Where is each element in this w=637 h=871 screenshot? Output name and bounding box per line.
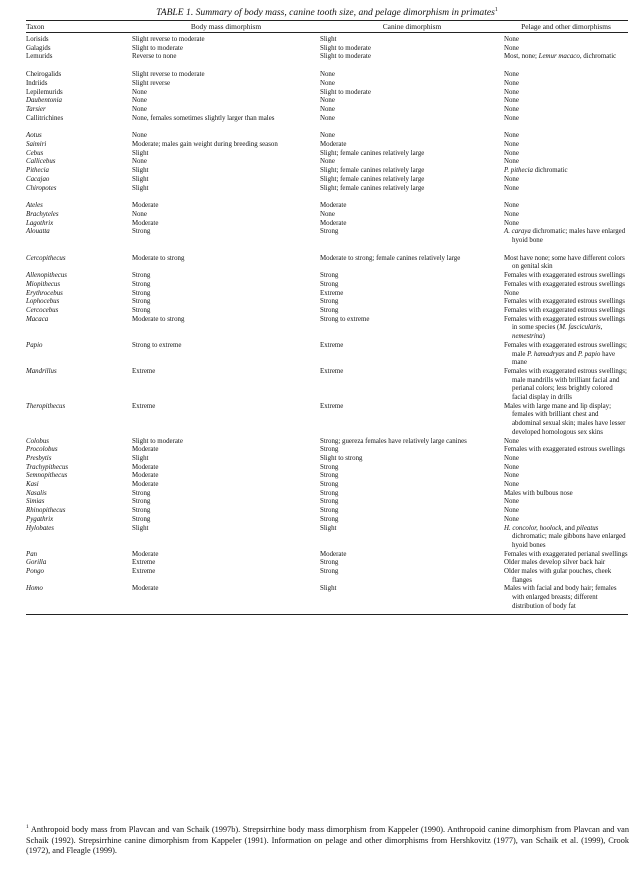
cell-canine: Slight; female canines relatively large [320,149,425,157]
cell-body-mass: Extreme [132,402,156,410]
cell-taxon: Papio [26,341,43,349]
cell-canine: Slight to moderate [320,88,371,96]
cell-canine: Strong [320,472,339,480]
table-row [26,167,628,176]
cell-taxon: Miopithecus [26,280,61,288]
cell-canine: Slight [320,36,337,43]
cell-pelage: None [504,481,519,489]
cell-taxon: Colobus [26,437,49,445]
cell-taxon: Cebus [26,149,44,157]
cell-canine: Extreme [320,341,344,349]
cell-body-mass: Slight [132,454,149,462]
cell-pelage: Females with exaggerated estrous swellings [504,306,625,314]
cell-pelage: None [504,437,519,445]
cell-body-mass: None [132,97,147,105]
cell-body-mass: None [132,158,147,166]
cell-pelage: None [504,97,519,105]
table-page [26,6,628,615]
table-row [26,123,628,141]
table-row [26,446,628,455]
cell-taxon: Lorisids [26,36,49,43]
table-row [26,516,628,525]
cell-body-mass: Strong [132,489,151,497]
table-row [26,551,628,560]
cell-body-mass: Moderate [132,585,320,614]
cell-canine: Strong [320,446,339,454]
table-body [26,33,628,615]
caption-title: TABLE 1. Summary of body mass, canine tooth size, and pelage dimorphism in primates [156,7,495,18]
cell-body-mass: Extreme [132,568,156,576]
cell-canine: Slight to moderate [320,53,371,61]
table-row [26,481,628,490]
cell-pelage: Most, none; Lemur macaco, dichromatic [504,53,617,61]
cell-canine: Moderate [320,219,347,227]
cell-body-mass: Strong [132,507,151,515]
cell-pelage: Older males with gular pouches, cheek flanges [504,568,612,584]
cell-taxon: Lagothrix [26,219,54,227]
header-pelage: Pelage and other dimorphisms [504,21,628,33]
cell-body-mass: Strong [132,272,151,280]
cell-taxon: Ateles [26,202,43,210]
cell-taxon: Lemurids [26,53,53,61]
cell-body-mass: Slight [132,167,149,175]
cell-pelage: Males with large mane and lip display; females with brilliant chest and abdominal sexual skin; males have lesser developed homologous sex skins [504,402,626,436]
cell-pelage: None [504,132,519,140]
table-row [26,498,628,507]
cell-body-mass: Strong [132,228,151,236]
cell-pelage: None [504,210,519,218]
cell-pelage: Females with exaggerated estrous swellings; male P. hamadryas and P. papio have mane [504,341,627,367]
cell-body-mass: Moderate [132,481,159,489]
cell-canine: None [320,97,335,105]
cell-pelage: None [504,79,519,87]
cell-pelage: None [504,44,519,52]
cell-taxon: Cercocebus [26,306,59,314]
cell-canine: Extreme [320,289,344,297]
cell-body-mass: Slight [132,524,149,532]
table-row [26,150,628,159]
cell-pelage: Females with exaggerated estrous swellings [504,446,625,454]
cell-pelage: None [504,175,519,183]
cell-taxon: Homo [26,585,132,614]
cell-body-mass: None [132,210,147,218]
cell-taxon: Pongo [26,568,44,576]
cell-pelage: None [504,105,519,113]
header-canine: Canine dimorphism [320,21,504,33]
cell-pelage: Females with exaggerated estrous swellings [504,298,625,306]
cell-pelage: Males with facial and body hair; females with enlarged breasts; different distribution of body fat [504,585,628,614]
cell-canine: Strong [320,298,339,306]
cell-canine: Strong [320,489,339,497]
cell-canine: Strong [320,481,339,489]
cell-taxon: Theropithecus [26,402,66,410]
cell-pelage: None [504,219,519,227]
cell-taxon: Erythrocebus [26,289,63,297]
cell-pelage: None [504,184,519,192]
cell-taxon: Allenopithecus [26,272,67,280]
table-row [26,246,628,272]
table-row [26,53,628,62]
cell-body-mass: Strong to extreme [132,341,182,349]
header-taxon: Taxon [26,21,132,33]
cell-taxon: Chiropotes [26,184,57,192]
table-row [26,228,628,245]
cell-taxon: Pan [26,550,38,558]
cell-canine: Slight to strong [320,454,363,462]
cell-canine: Strong [320,515,339,523]
cell-body-mass: Strong [132,306,151,314]
cell-canine: Extreme [320,367,344,375]
cell-body-mass: Moderate [132,202,159,210]
table-row [26,307,628,316]
table-row [26,141,628,150]
cell-taxon: Cercopithecus [26,254,66,262]
cell-taxon: Semnopithecus [26,472,68,480]
cell-pelage: Females with exaggerated perianal swellings [504,550,628,558]
table-row [26,464,628,473]
cell-taxon: Lophocebus [26,298,60,306]
cell-canine: Strong [320,228,339,236]
table-row [26,490,628,499]
cell-taxon: Brachyteles [26,210,59,218]
cell-body-mass: Slight [132,149,149,157]
cell-taxon: Indriids [26,79,48,87]
cell-taxon: Tarsier [26,105,46,113]
cell-taxon: Procolobus [26,446,58,454]
cell-canine: Strong [320,568,339,576]
cell-body-mass: Moderate [132,219,159,227]
table-row [26,106,628,115]
table-row [26,342,628,368]
table-row [26,80,628,89]
cell-canine: Strong [320,306,339,314]
cell-pelage: None [504,289,519,297]
table-row [26,568,628,585]
cell-body-mass: Moderate to strong [132,254,185,262]
cell-pelage: None [504,507,519,515]
cell-taxon: Hylobates [26,524,54,532]
cell-pelage: None [504,141,519,149]
cell-body-mass: Reverse to none [132,53,177,61]
cell-canine: Slight [320,585,504,614]
cell-body-mass: Strong [132,289,151,297]
cell-taxon: Mandrillus [26,367,57,375]
footnote-text: Anthropoid body mass from Plavcan and van Schaik (1997b). Strepsirrhine body mass dimorphism from Kappeler (1990). Anthropoid canine dimorphism from Plavcan and van Schaik (1992). Strepsirrhine canine dimorphism from Kappeler (1991). Information on pelage and other dimorphisms from Hershkovitz (1977), van Schaik et al. (1999), Crook (1972), and Fleagle (1999). [26,825,629,856]
cell-body-mass: Strong [132,298,151,306]
cell-body-mass: Slight [132,184,149,192]
cell-pelage: Females with exaggerated estrous swellings; male mandrills with brilliant facial and perianal colors; less brightly colored facial display in drills [504,367,627,402]
cell-taxon: Callicebus [26,158,56,166]
cell-taxon: Cheirogalids [26,71,62,79]
cell-canine: Slight; female canines relatively large [320,184,425,192]
cell-pelage: None [504,36,519,43]
cell-taxon: Gorilla [26,559,47,567]
cell-pelage: None [504,88,519,96]
footnote [26,825,629,857]
cell-canine: None [320,158,335,166]
header-body-mass: Body mass dimorphism [132,21,320,33]
cell-pelage: P. pithecia dichromatic [504,167,568,175]
table-row [26,193,628,211]
table-row [26,220,628,229]
cell-pelage: None [504,114,519,122]
cell-canine: Slight [320,524,337,532]
cell-canine: Moderate [320,202,347,210]
table-row [26,176,628,185]
cell-canine: Extreme [320,402,344,410]
cell-canine: Moderate [320,141,347,149]
table-row [26,62,628,80]
cell-pelage: H. concolor, hoolock, and pileatus dichromatic; male gibbons have enlarged hyoid bones [504,524,626,549]
cell-canine: Strong [320,463,339,471]
table-row [26,455,628,464]
cell-body-mass: Moderate to strong [132,315,185,323]
cell-pelage: None [504,158,519,166]
cell-canine: Slight to moderate [320,44,371,52]
table-header [26,21,628,33]
cell-pelage: Females with exaggerated estrous swellings [504,280,625,288]
cell-taxon: Pithecia [26,167,49,175]
cell-canine: Slight; female canines relatively large [320,175,425,183]
footnote-marker: 1 [26,824,29,831]
cell-body-mass: Slight reverse [132,79,171,87]
cell-pelage: Most have none; some have different colors on genital skin [504,254,625,271]
cell-canine: None [320,132,335,140]
cell-pelage: Males with bulbous nose [504,489,573,497]
table-row [26,368,628,403]
cell-taxon: Galagids [26,44,51,52]
cell-taxon: Trachypithecus [26,463,69,471]
cell-pelage: None [504,498,519,506]
cell-body-mass: Strong [132,515,151,523]
cell-taxon: Kasi [26,481,39,489]
cell-canine: Strong [320,498,339,506]
table-row [26,298,628,307]
cell-pelage: None [504,71,519,79]
table-row [26,585,628,614]
cell-taxon: Macaca [26,315,49,323]
cell-taxon: Nasalis [26,489,47,497]
cell-taxon: Saimiri [26,141,47,149]
cell-pelage: None [504,463,519,471]
cell-taxon: Pygathrix [26,515,54,523]
cell-taxon: Aotus [26,132,42,140]
caption-footnote-marker: 1 [494,6,498,13]
cell-body-mass: None [132,105,147,113]
cell-body-mass: Moderate [132,463,159,471]
cell-body-mass: Moderate [132,472,159,480]
table-row [26,472,628,481]
cell-taxon: Callitrichines [26,114,64,122]
cell-taxon: Rhinopithecus [26,507,66,515]
cell-pelage: Females with exaggerated estrous swellings [504,272,625,280]
cell-body-mass: Strong [132,498,151,506]
cell-pelage: Older males develop silver back hair [504,559,606,567]
cell-body-mass: Slight to moderate [132,44,183,52]
cell-canine: Strong [320,507,339,515]
table-caption [26,6,628,20]
cell-taxon: Presbytis [26,454,52,462]
cell-taxon: Alouatta [26,228,50,236]
cell-body-mass: Moderate [132,550,159,558]
cell-body-mass: Slight to moderate [132,437,183,445]
cell-body-mass: Extreme [132,367,156,375]
cell-canine: Slight; female canines relatively large [320,167,425,175]
cell-body-mass: Slight reverse to moderate [132,36,205,43]
cell-pelage: None [504,202,519,210]
table-row [26,507,628,516]
table-row [26,438,628,447]
cell-body-mass: None, females sometimes slightly larger than males [132,114,275,122]
cell-body-mass: Moderate [132,446,159,454]
cell-body-mass: Strong [132,280,151,288]
dimorphism-table [26,20,628,615]
cell-canine: None [320,79,335,87]
table-row [26,281,628,290]
cell-canine: Strong to extreme [320,315,370,323]
table-row [26,45,628,54]
cell-canine: None [320,105,335,113]
table-row [26,272,628,281]
table-row [26,185,628,194]
cell-pelage: None [504,454,519,462]
cell-canine: Moderate to strong; female canines relatively large [320,254,461,262]
table-row [26,158,628,167]
cell-body-mass: Moderate; males gain weight during breeding season [132,141,278,149]
cell-body-mass: None [132,88,147,96]
table-row [26,115,628,124]
table-row [26,559,628,568]
cell-taxon: Lepilemurids [26,88,63,96]
cell-pelage: None [504,149,519,157]
cell-body-mass: None [132,132,147,140]
table-row [26,290,628,299]
cell-pelage: A. caraya dichromatic; males have enlarged hyoid bone [504,228,626,245]
table-row [26,97,628,106]
cell-canine: None [320,210,335,218]
cell-body-mass: Slight [132,175,149,183]
cell-pelage: None [504,472,519,480]
table-row [26,525,628,551]
cell-pelage: Females with exaggerated estrous swellings in some species (M. fascicularis, nemestrina) [504,315,625,341]
cell-canine: Strong; guereza females have relatively large canines [320,437,467,445]
table-row [26,33,628,45]
cell-canine: None [320,114,335,122]
table-row [26,316,628,342]
table-row [26,211,628,220]
cell-canine: Moderate [320,550,347,558]
cell-taxon: Cacajao [26,175,50,183]
cell-body-mass: Slight reverse to moderate [132,71,205,79]
cell-canine: Strong [320,272,339,280]
cell-taxon: Simias [26,498,45,506]
cell-pelage: None [504,515,519,523]
cell-canine: Strong [320,559,339,567]
table-row [26,403,628,438]
cell-canine: None [320,71,335,79]
cell-body-mass: Extreme [132,559,156,567]
table-row [26,89,628,98]
cell-canine: Strong [320,280,339,288]
cell-taxon: Daubentonia [26,97,62,105]
